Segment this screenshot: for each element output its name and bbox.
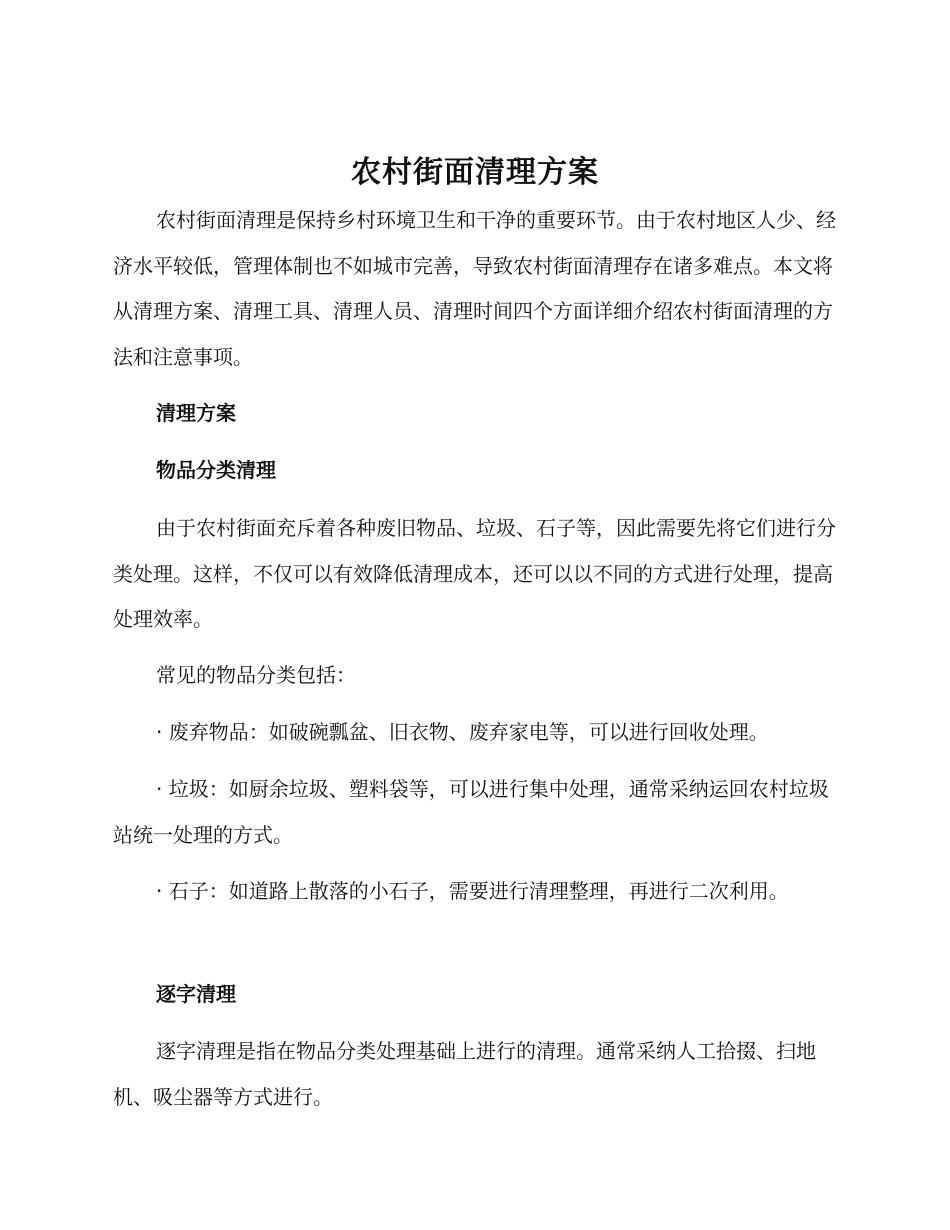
subsection-heading-sorting: 物品分类清理 — [156, 458, 276, 482]
sorting-paragraph: 由于农村街面充斥着各种废旧物品、垃圾、石子等，因此需要先将它们进行分类处理。这样，不仅可以有效降低清理成本，还可以以不同的方式进行处理，提高处理效率。 — [113, 516, 836, 631]
categories-intro-paragraph: 常见的物品分类包括： — [156, 663, 356, 687]
subsection-heading-detailed-cleaning: 逐字清理 — [156, 982, 236, 1006]
intro-paragraph: 农村街面清理是保持乡村环境卫生和干净的重要环节。由于农村地区人少、经济水平较低，管理体制也不如城市完善，导致农村街面清理存在诸多难点。本文将从清理方案、清理工具、清理人员、清理时间四个方面详细介绍农村街面清理的方法和注意事项。 — [113, 208, 836, 369]
section-heading: 清理方案 — [156, 401, 236, 425]
detailed-cleaning-paragraph: 逐字清理是指在物品分类处理基础上进行的清理。通常采纳人工拾掇、扫地机、吸尘器等方式进行。 — [113, 1039, 816, 1109]
document-title: 农村街面清理方案 — [351, 155, 599, 190]
bullet-item-garbage: · 垃圾：如厨余垃圾、塑料袋等，可以进行集中处理，通常采纳运回农村垃圾站统一处理的方式。 — [113, 777, 829, 847]
bullet-item-discarded-goods: · 废弃物品：如破碗瓢盆、旧衣物、废弃家电等，可以进行回收处理。 — [156, 720, 769, 744]
bullet-item-stones: · 石子：如道路上散落的小石子，需要进行清理整理，再进行二次利用。 — [156, 879, 789, 903]
